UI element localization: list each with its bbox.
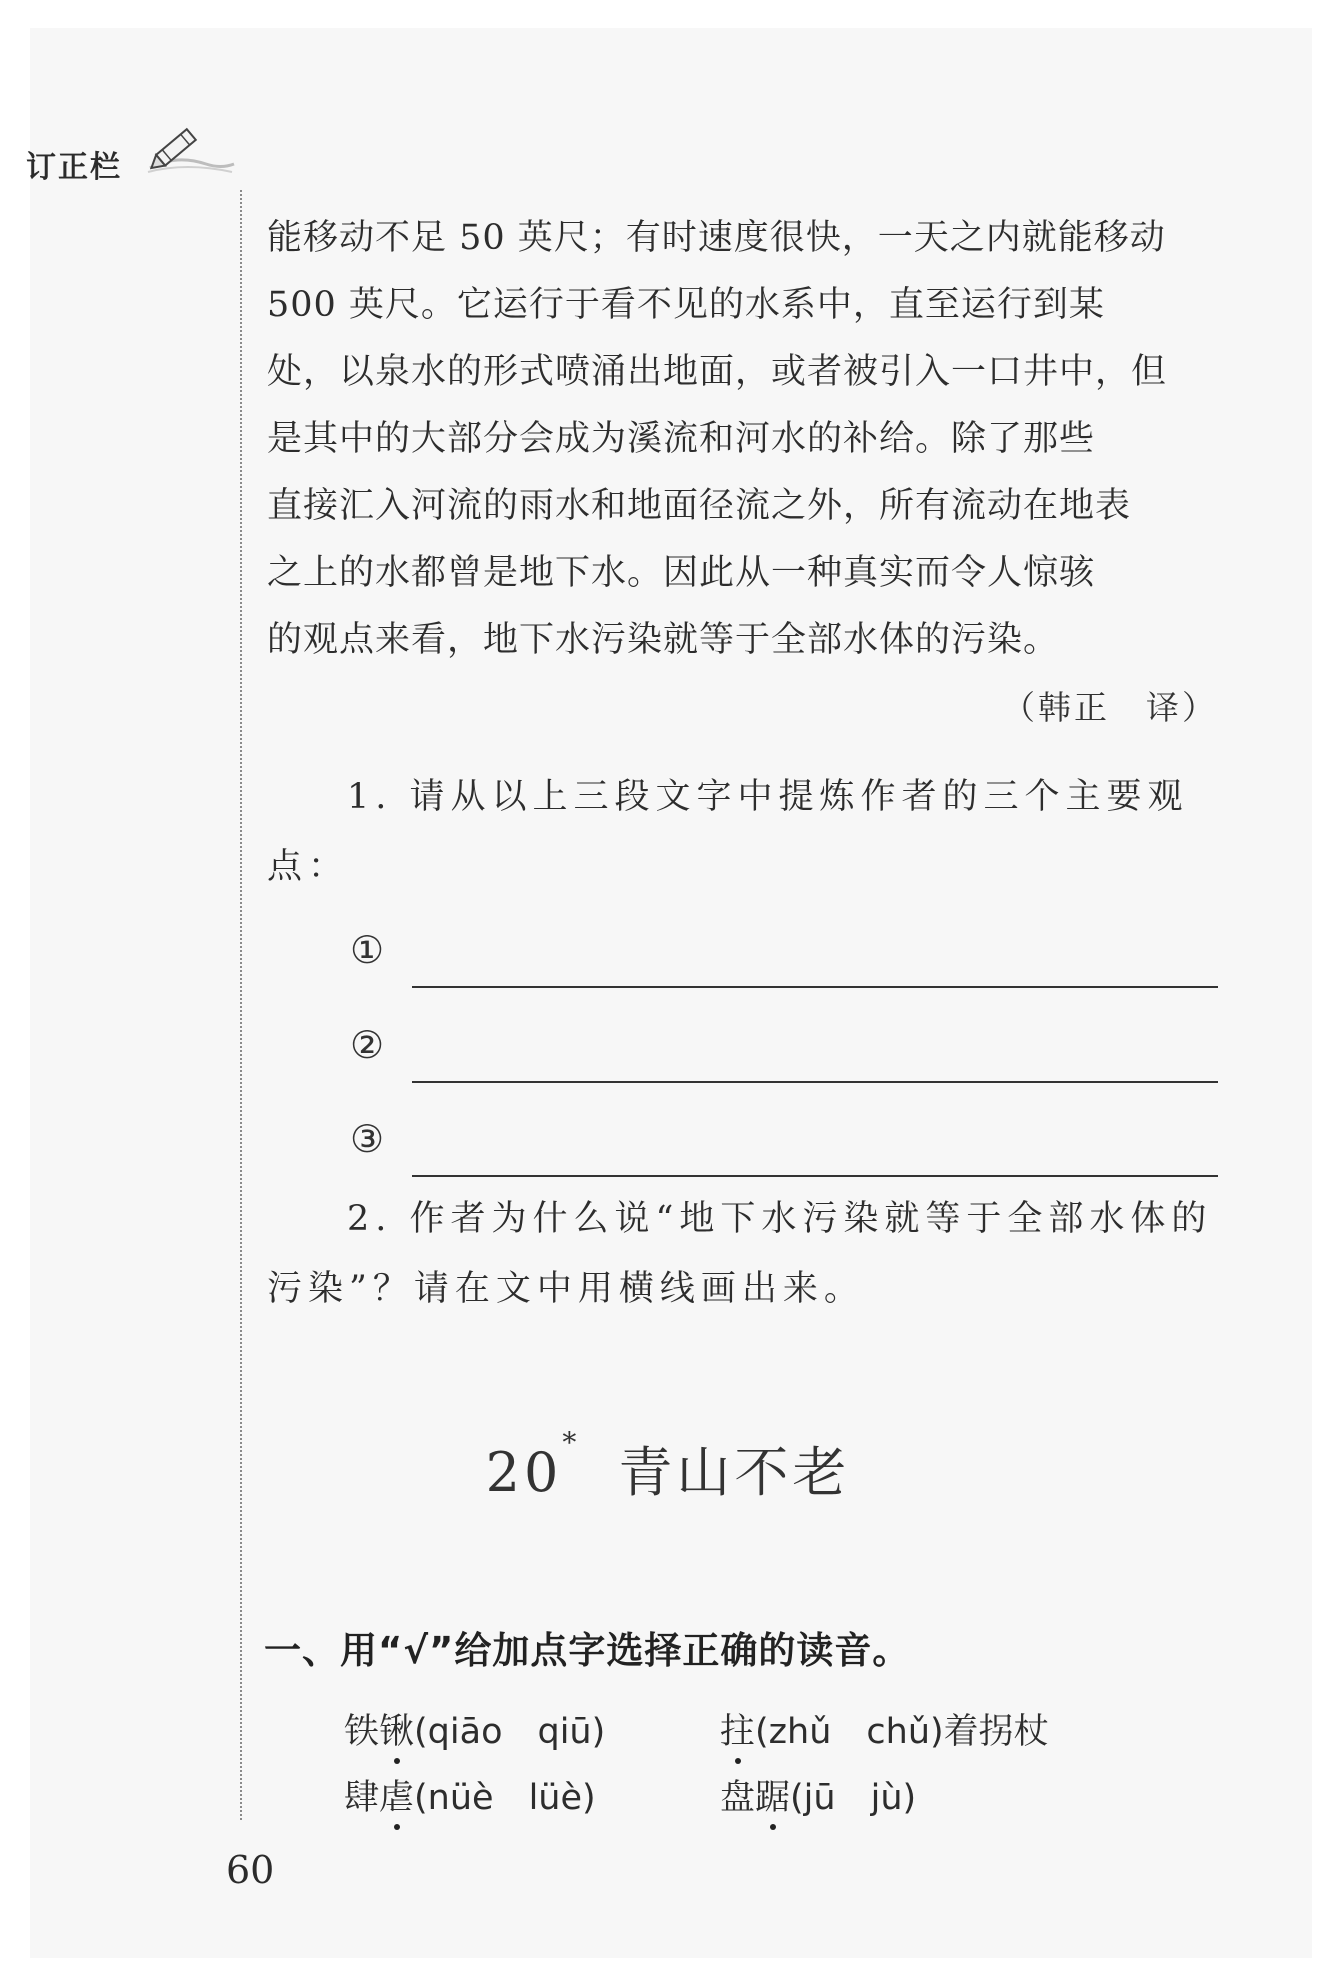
passage-line: 之上的水都曾是地下水。因此从一种真实而令人惊骇	[267, 553, 1096, 593]
answer-underline[interactable]	[412, 1081, 1218, 1083]
answer-number: ②	[350, 1023, 385, 1067]
dotted-character: 虐	[379, 1770, 414, 1820]
passage-line: 处，以泉水的形式喷涌出地面，或者被引入一口井中，但	[267, 352, 1168, 392]
translator-credit: （韩正 译）	[1002, 688, 1218, 727]
passage-line: 是其中的大部分会成为溪流和河水的补给。除了那些	[267, 419, 1096, 459]
margin-divider	[240, 190, 242, 1820]
answer-underline[interactable]	[412, 1175, 1218, 1177]
dotted-character: 拄	[720, 1704, 755, 1754]
passage-line: 500 英尺。它运行于看不见的水系中，直至运行到某	[267, 285, 1105, 325]
answer-number: ③	[350, 1117, 385, 1161]
pronunciation-item: 拄(zhǔ chǔ)着拐杖	[720, 1704, 1049, 1754]
pronunciation-item: 盘踞(jū jù)	[720, 1770, 916, 1820]
lesson-title	[0, 1426, 1336, 1507]
answer-line-1[interactable]	[350, 928, 1218, 988]
pronunciation-item: 铁锹(qiāo qiū)	[344, 1704, 605, 1754]
lesson-name: 青山不老	[618, 1441, 851, 1504]
lesson-number: 20*	[485, 1426, 581, 1504]
pinyin-options[interactable]: (nüè lüè)	[414, 1778, 596, 1818]
passage-line: 的观点来看，地下水污染就等于全部水体的污染。	[267, 620, 1060, 660]
question-2: 2. 作者为什么说“地下水污染就等于全部水体的污染”？请在文中用横线画出来。	[267, 1199, 1213, 1309]
section-heading: 一、用“√”给加点字选择正确的读音。	[264, 1629, 911, 1672]
answer-line-2[interactable]	[350, 1023, 1218, 1083]
dotted-character: 锹	[379, 1704, 414, 1754]
pronunciation-item: 肆虐(nüè lüè)	[344, 1770, 596, 1820]
question-1: 1. 请从以上三段文字中提炼作者的三个主要观点：	[267, 777, 1189, 887]
answer-number: ①	[350, 928, 385, 972]
correction-column-label: 订正栏	[26, 150, 122, 185]
reading-passage	[267, 205, 1217, 674]
answer-underline[interactable]	[412, 986, 1218, 988]
pinyin-options[interactable]: (zhǔ chǔ)	[755, 1712, 944, 1752]
answer-line-3[interactable]	[350, 1117, 1218, 1177]
pinyin-options[interactable]: (qiāo qiū)	[414, 1712, 606, 1752]
optional-lesson-mark: *	[562, 1426, 581, 1459]
page-number: 60	[226, 1848, 275, 1892]
dotted-character: 踞	[755, 1770, 790, 1820]
pencil-icon	[146, 124, 238, 176]
pinyin-options[interactable]: (jū jù)	[790, 1778, 917, 1818]
passage-line: 能移动不足 50 英尺；有时速度很快，一天之内就能移动	[267, 218, 1166, 258]
passage-line: 直接汇入河流的雨水和地面径流之外，所有流动在地表	[267, 486, 1132, 526]
